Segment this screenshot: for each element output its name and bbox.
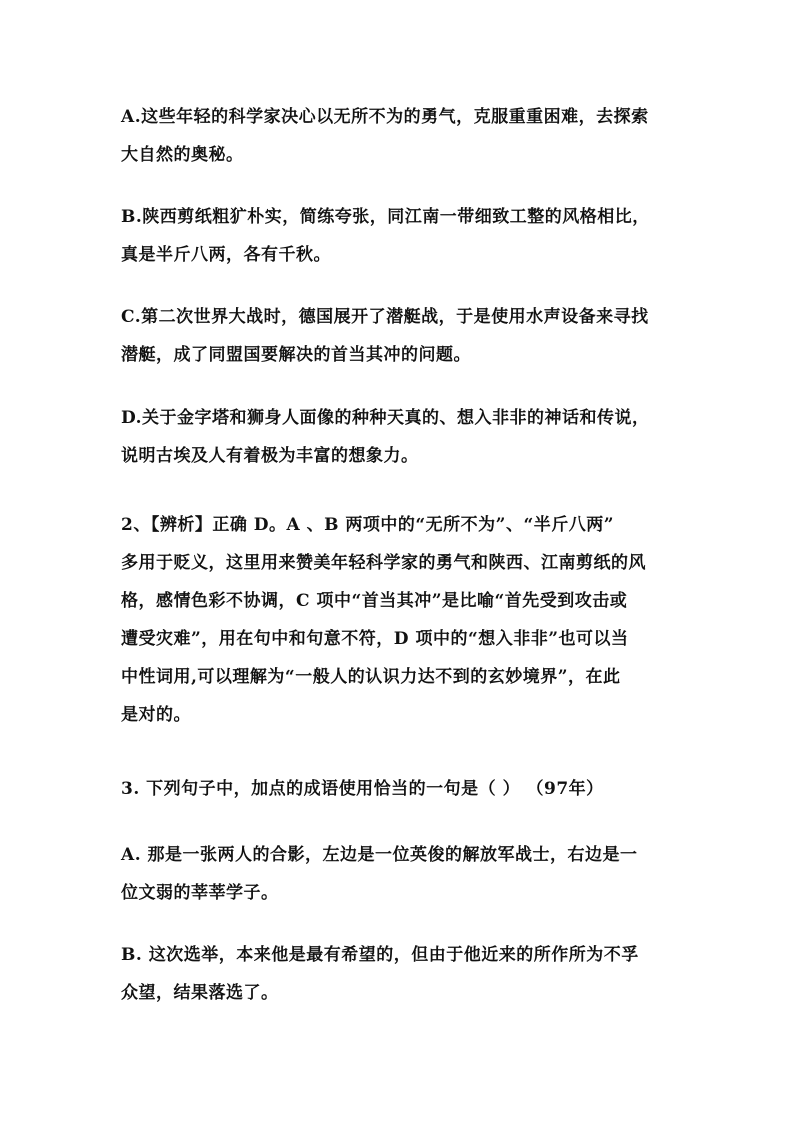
text-line: 是对的。: [121, 705, 191, 725]
text-line: 众望，结果落选了。: [121, 983, 279, 1003]
text-line: 中性词用,可以理解为“一般人的认识力达不到的玄妙境界”，在此: [121, 667, 621, 687]
text-line: 多用于贬义，这里用来赞美年轻科学家的勇气和陕西、江南剪纸的风: [121, 553, 646, 573]
text-line: 2、【辨析】正确 D。A 、B 两项中的“无所不为”、“半斤八两”: [121, 515, 614, 535]
text-line: C.第二次世界大战时，德国展开了潜艇战，于是使用水声设备来寻找: [121, 307, 649, 327]
text-line: B.陕西剪纸粗犷朴实，简练夸张，同江南一带细致工整的风格相比，: [121, 207, 650, 227]
text-line: 3. 下列句子中，加点的成语使用恰当的一句是（ ） （97年）: [121, 779, 604, 799]
paragraph-option-b: [121, 198, 681, 274]
text-line: 说明古埃及人有着极为丰富的想象力。: [121, 446, 419, 466]
text-line: 遭受灾难”，用在句中和句意不符，D 项中的“想入非非”也可以当: [121, 629, 629, 649]
text-line: 位文弱的莘莘学子。: [121, 883, 279, 903]
paragraph-option-a: [121, 98, 681, 174]
paragraph-q3-option-b: [121, 936, 681, 1012]
text-line: B. 这次选举，本来他是最有希望的，但由于他近来的所作所为不孚: [121, 945, 639, 965]
paragraph-analysis-2: [121, 506, 681, 734]
paragraph-question-3: [121, 770, 681, 808]
paragraph-option-d: [121, 399, 681, 475]
paragraph-q3-option-a: [121, 836, 681, 912]
text-line: 格，感情色彩不协调，C 项中“首当其冲”是比喻“首先受到攻击或: [121, 591, 628, 611]
text-line: D.关于金字塔和狮身人面像的种种天真的、想入非非的神话和传说，: [121, 408, 650, 428]
text-line: 潜艇，成了同盟国要解决的首当其冲的问题。: [121, 345, 471, 365]
text-line: 真是半斤八两，各有千秋。: [121, 245, 331, 265]
text-line: 大自然的奥秘。: [121, 145, 244, 165]
text-line: A.这些年轻的科学家决心以无所不为的勇气，克服重重困难，去探索: [121, 107, 649, 127]
paragraph-option-c: [121, 298, 681, 374]
text-line: A. 那是一张两人的合影，左边是一位英俊的解放军战士，右边是一: [121, 845, 638, 865]
